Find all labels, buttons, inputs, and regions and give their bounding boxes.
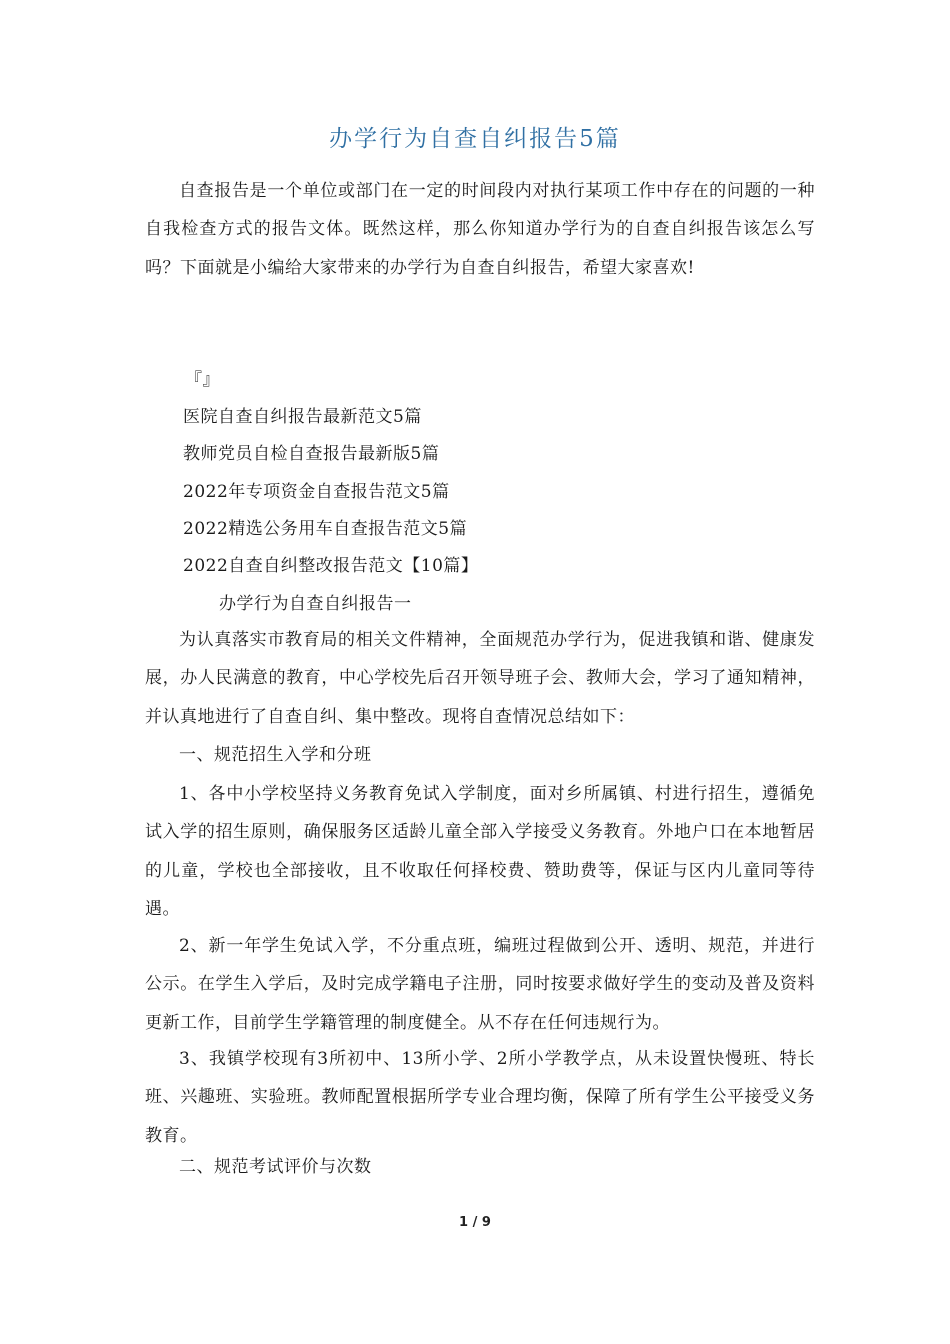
subsection-heading: 一、规范招生入学和分班 [179, 745, 372, 765]
related-link[interactable]: 2022自查自纠整改报告范文【10篇】 [183, 556, 479, 576]
bracket-mark: 『』 [185, 370, 220, 390]
document-title: 办学行为自查自纠报告5篇 [329, 126, 621, 152]
related-link[interactable]: 2022年专项资金自查报告范文5篇 [183, 482, 450, 502]
related-link[interactable]: 2022精选公务用车自查报告范文5篇 [183, 519, 468, 539]
body-paragraph: 2、新一年学生免试入学，不分重点班，编班过程做到公开、透明、规范，并进行公示。在学生入学后，及时完成学籍电子注册，同时按要求做好学生的变动及普及资料更新工作，目前学生学籍管理的制度健全。从不存在任何违规行为。 [145, 936, 815, 1033]
body-paragraph: 为认真落实市教育局的相关文件精神，全面规范办学行为，促进我镇和谐、健康发展，办人民满意的教育，中心学校先后召开领导班子会、教师大会，学习了通知精神，并认真地进行了自查自纠、集中整改。现将自查情况总结如下： [145, 630, 815, 727]
body-paragraph: 1、各中小学校坚持义务教育免试入学制度，面对乡所属镇、村进行招生，遵循免试入学的招生原则，确保服务区适龄儿童全部入学接受义务教育。外地户口在本地暂居的儿童，学校也全部接收，且不收取任何择校费、赞助费等，保证与区内儿童同等待遇。 [145, 784, 815, 920]
body-paragraph: 3、我镇学校现有3所初中、13所小学、2所小学教学点，从未设置快慢班、特长班、兴趣班、实验班。教师配置根据所学专业合理均衡，保障了所有学生公平接受义务教育。 [145, 1049, 815, 1146]
page-number: 1 / 9 [459, 1215, 491, 1230]
intro-paragraph: 自查报告是一个单位或部门在一定的时间段内对执行某项工作中存在的问题的一种自我检查方式的报告文体。既然这样，那么你知道办学行为的自查自纠报告该怎么写吗？下面就是小编给大家带来的办学行为自查自纠报告，希望大家喜欢! [145, 181, 815, 278]
related-link[interactable]: 医院自查自纠报告最新范文5篇 [183, 407, 422, 427]
subsection-heading: 二、规范考试评价与次数 [179, 1157, 372, 1177]
related-link[interactable]: 教师党员自检自查报告最新版5篇 [183, 444, 440, 464]
section-heading: 办学行为自查自纠报告一 [219, 594, 412, 614]
